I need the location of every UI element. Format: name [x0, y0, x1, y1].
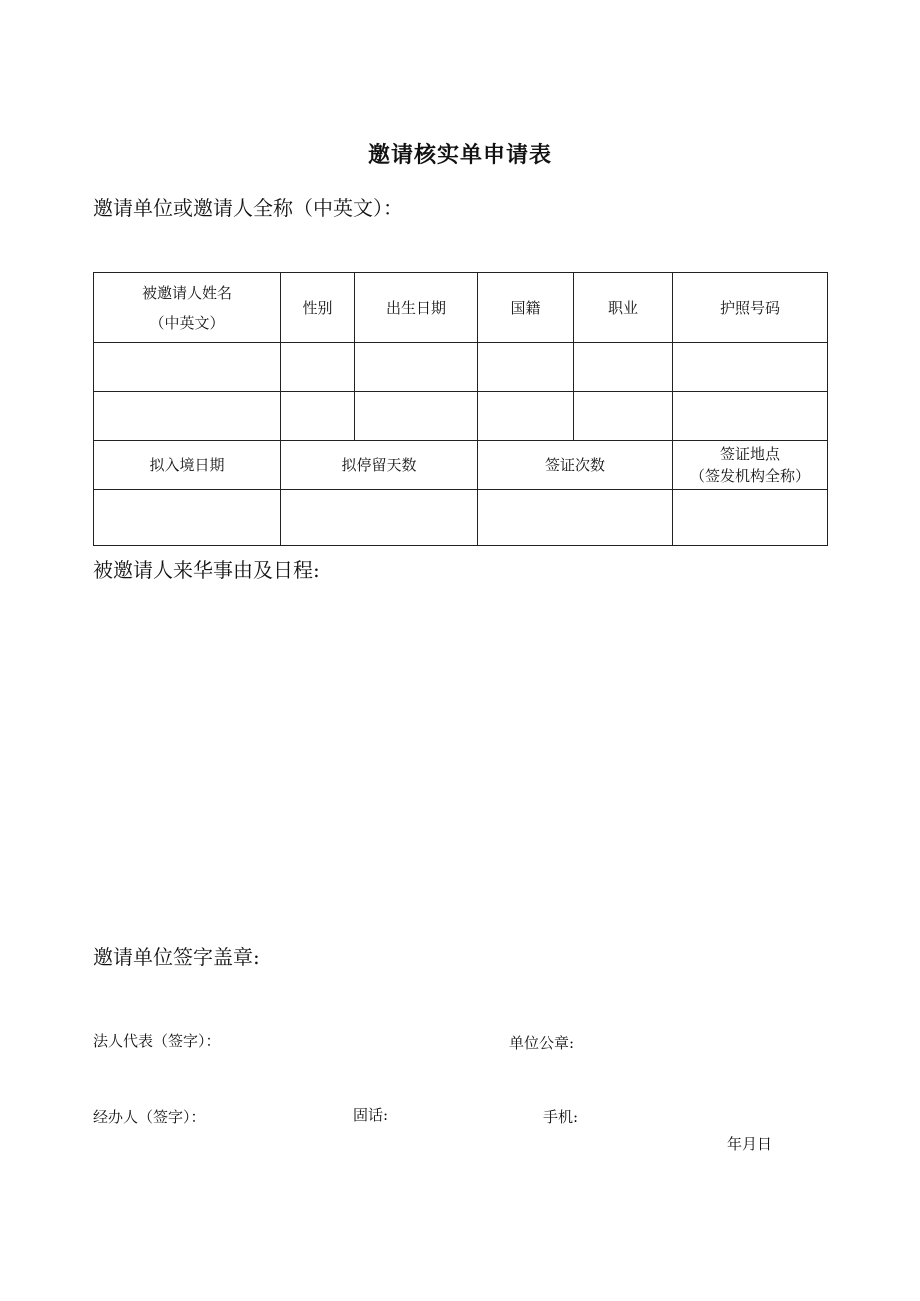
header-invitee-name [94, 273, 281, 343]
header-occupation: 职业 [574, 273, 673, 343]
date-label: 年月日 [727, 1135, 773, 1153]
cell-passport-2[interactable] [673, 392, 828, 441]
cell-birth-date-1[interactable] [355, 343, 478, 392]
cell-gender-1[interactable] [281, 343, 355, 392]
header-name-line2: （中英文） [149, 313, 225, 332]
handler-label: 经办人（签字）： [93, 1108, 206, 1126]
table-row [94, 343, 828, 392]
cell-nationality-1[interactable] [478, 343, 574, 392]
invitee-table [93, 272, 828, 546]
cell-name-2[interactable] [94, 392, 281, 441]
table-header-row-2 [94, 441, 828, 490]
header-visa-place-line1: 签证地点 [719, 445, 780, 463]
header-visa-place-line2: （签发机构全称） [689, 467, 810, 485]
header-visa-count: 签证次数 [478, 441, 673, 490]
header-visa-place [673, 441, 828, 490]
header-stay-days: 拟停留天数 [281, 441, 478, 490]
cell-visa-place[interactable] [673, 490, 828, 546]
signature-label: 邀请单位签字盖章: [93, 945, 260, 969]
cell-passport-1[interactable] [673, 343, 828, 392]
company-seal-label: 单位公章: [509, 1034, 575, 1052]
purpose-label: 被邀请人来华事由及日程: [93, 558, 320, 582]
table-row [94, 490, 828, 546]
legal-rep-label: 法人代表（签字）： [93, 1032, 221, 1050]
header-passport-no: 护照号码 [673, 273, 828, 343]
cell-nationality-2[interactable] [478, 392, 574, 441]
header-entry-date: 拟入境日期 [94, 441, 281, 490]
table-row [94, 392, 828, 441]
cell-occupation-2[interactable] [574, 392, 673, 441]
header-gender: 性别 [281, 273, 355, 343]
mobile-label: 手机: [543, 1108, 579, 1126]
cell-birth-date-2[interactable] [355, 392, 478, 441]
table-header-row [94, 273, 828, 343]
cell-stay-days[interactable] [281, 490, 478, 546]
header-nationality: 国籍 [478, 273, 574, 343]
cell-entry-date[interactable] [94, 490, 281, 546]
inviter-label: 邀请单位或邀请人全称（中英文）： [93, 196, 403, 220]
cell-name-1[interactable] [94, 343, 281, 392]
header-birth-date: 出生日期 [355, 273, 478, 343]
landline-label: 固话: [353, 1106, 389, 1124]
header-name-line1: 被邀请人姓名 [141, 283, 232, 302]
page-title: 邀请核实单申请表 [367, 143, 552, 168]
cell-gender-2[interactable] [281, 392, 355, 441]
cell-visa-count[interactable] [478, 490, 673, 546]
cell-occupation-1[interactable] [574, 343, 673, 392]
